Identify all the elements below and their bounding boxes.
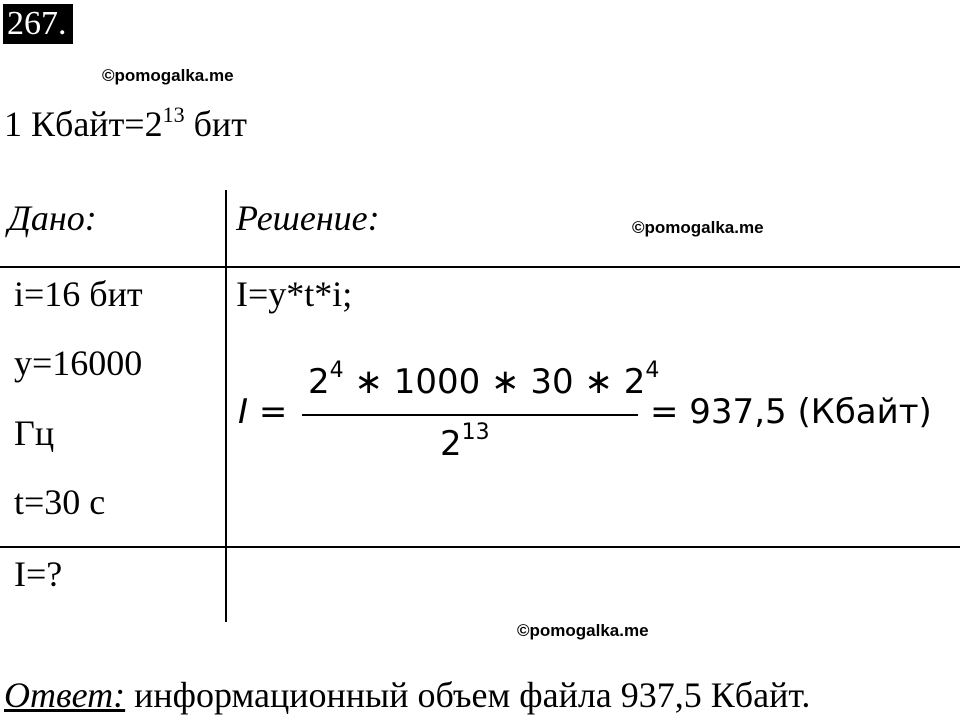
unit-definition-prefix: 1 Кбайт=2 [4,104,163,144]
equation-lhs: I = [238,392,288,432]
given-question: I=? [14,554,63,594]
denominator-exp: 13 [461,420,490,445]
watermark-top: ©pomogalka.me [102,66,234,85]
solution-heading: Решение: [236,198,380,238]
numerator-exp-a: 4 [329,358,344,383]
table-vertical-divider [225,190,227,622]
watermark-bottom: ©pomogalka.me [517,621,649,640]
unit-definition-exponent: 13 [162,102,185,127]
fraction-denominator [440,420,490,464]
given-i: i=16 бит [14,274,143,314]
solution-formula: I=y*t*i; [236,274,353,314]
watermark-table: ©pomogalka.me [632,218,764,237]
fraction-bar [302,414,638,416]
numerator-middle: ∗ 1000 ∗ 30 ∗ 2 [343,362,646,402]
fraction-numerator [308,358,660,402]
answer-text: информационный объем файла 937,5 Кбайт. [125,675,811,715]
given-y-value: y=16000 [14,343,143,383]
problem-number: 267. [3,4,73,44]
denominator-base: 2 [440,424,462,464]
table-question-divider [0,546,960,548]
given-y-unit: Гц [14,413,55,453]
unit-definition-suffix: бит [184,104,247,144]
given-heading: Дано: [8,198,97,238]
answer [4,675,810,715]
given-t: t=30 с [14,482,106,522]
table-header-divider [0,266,960,268]
equation-result: = 937,5 (Кбайт) [650,392,932,432]
answer-label: Ответ: [4,675,126,715]
unit-definition [4,104,247,144]
numerator-base-a: 2 [308,362,330,402]
numerator-exp-b: 4 [645,358,660,383]
